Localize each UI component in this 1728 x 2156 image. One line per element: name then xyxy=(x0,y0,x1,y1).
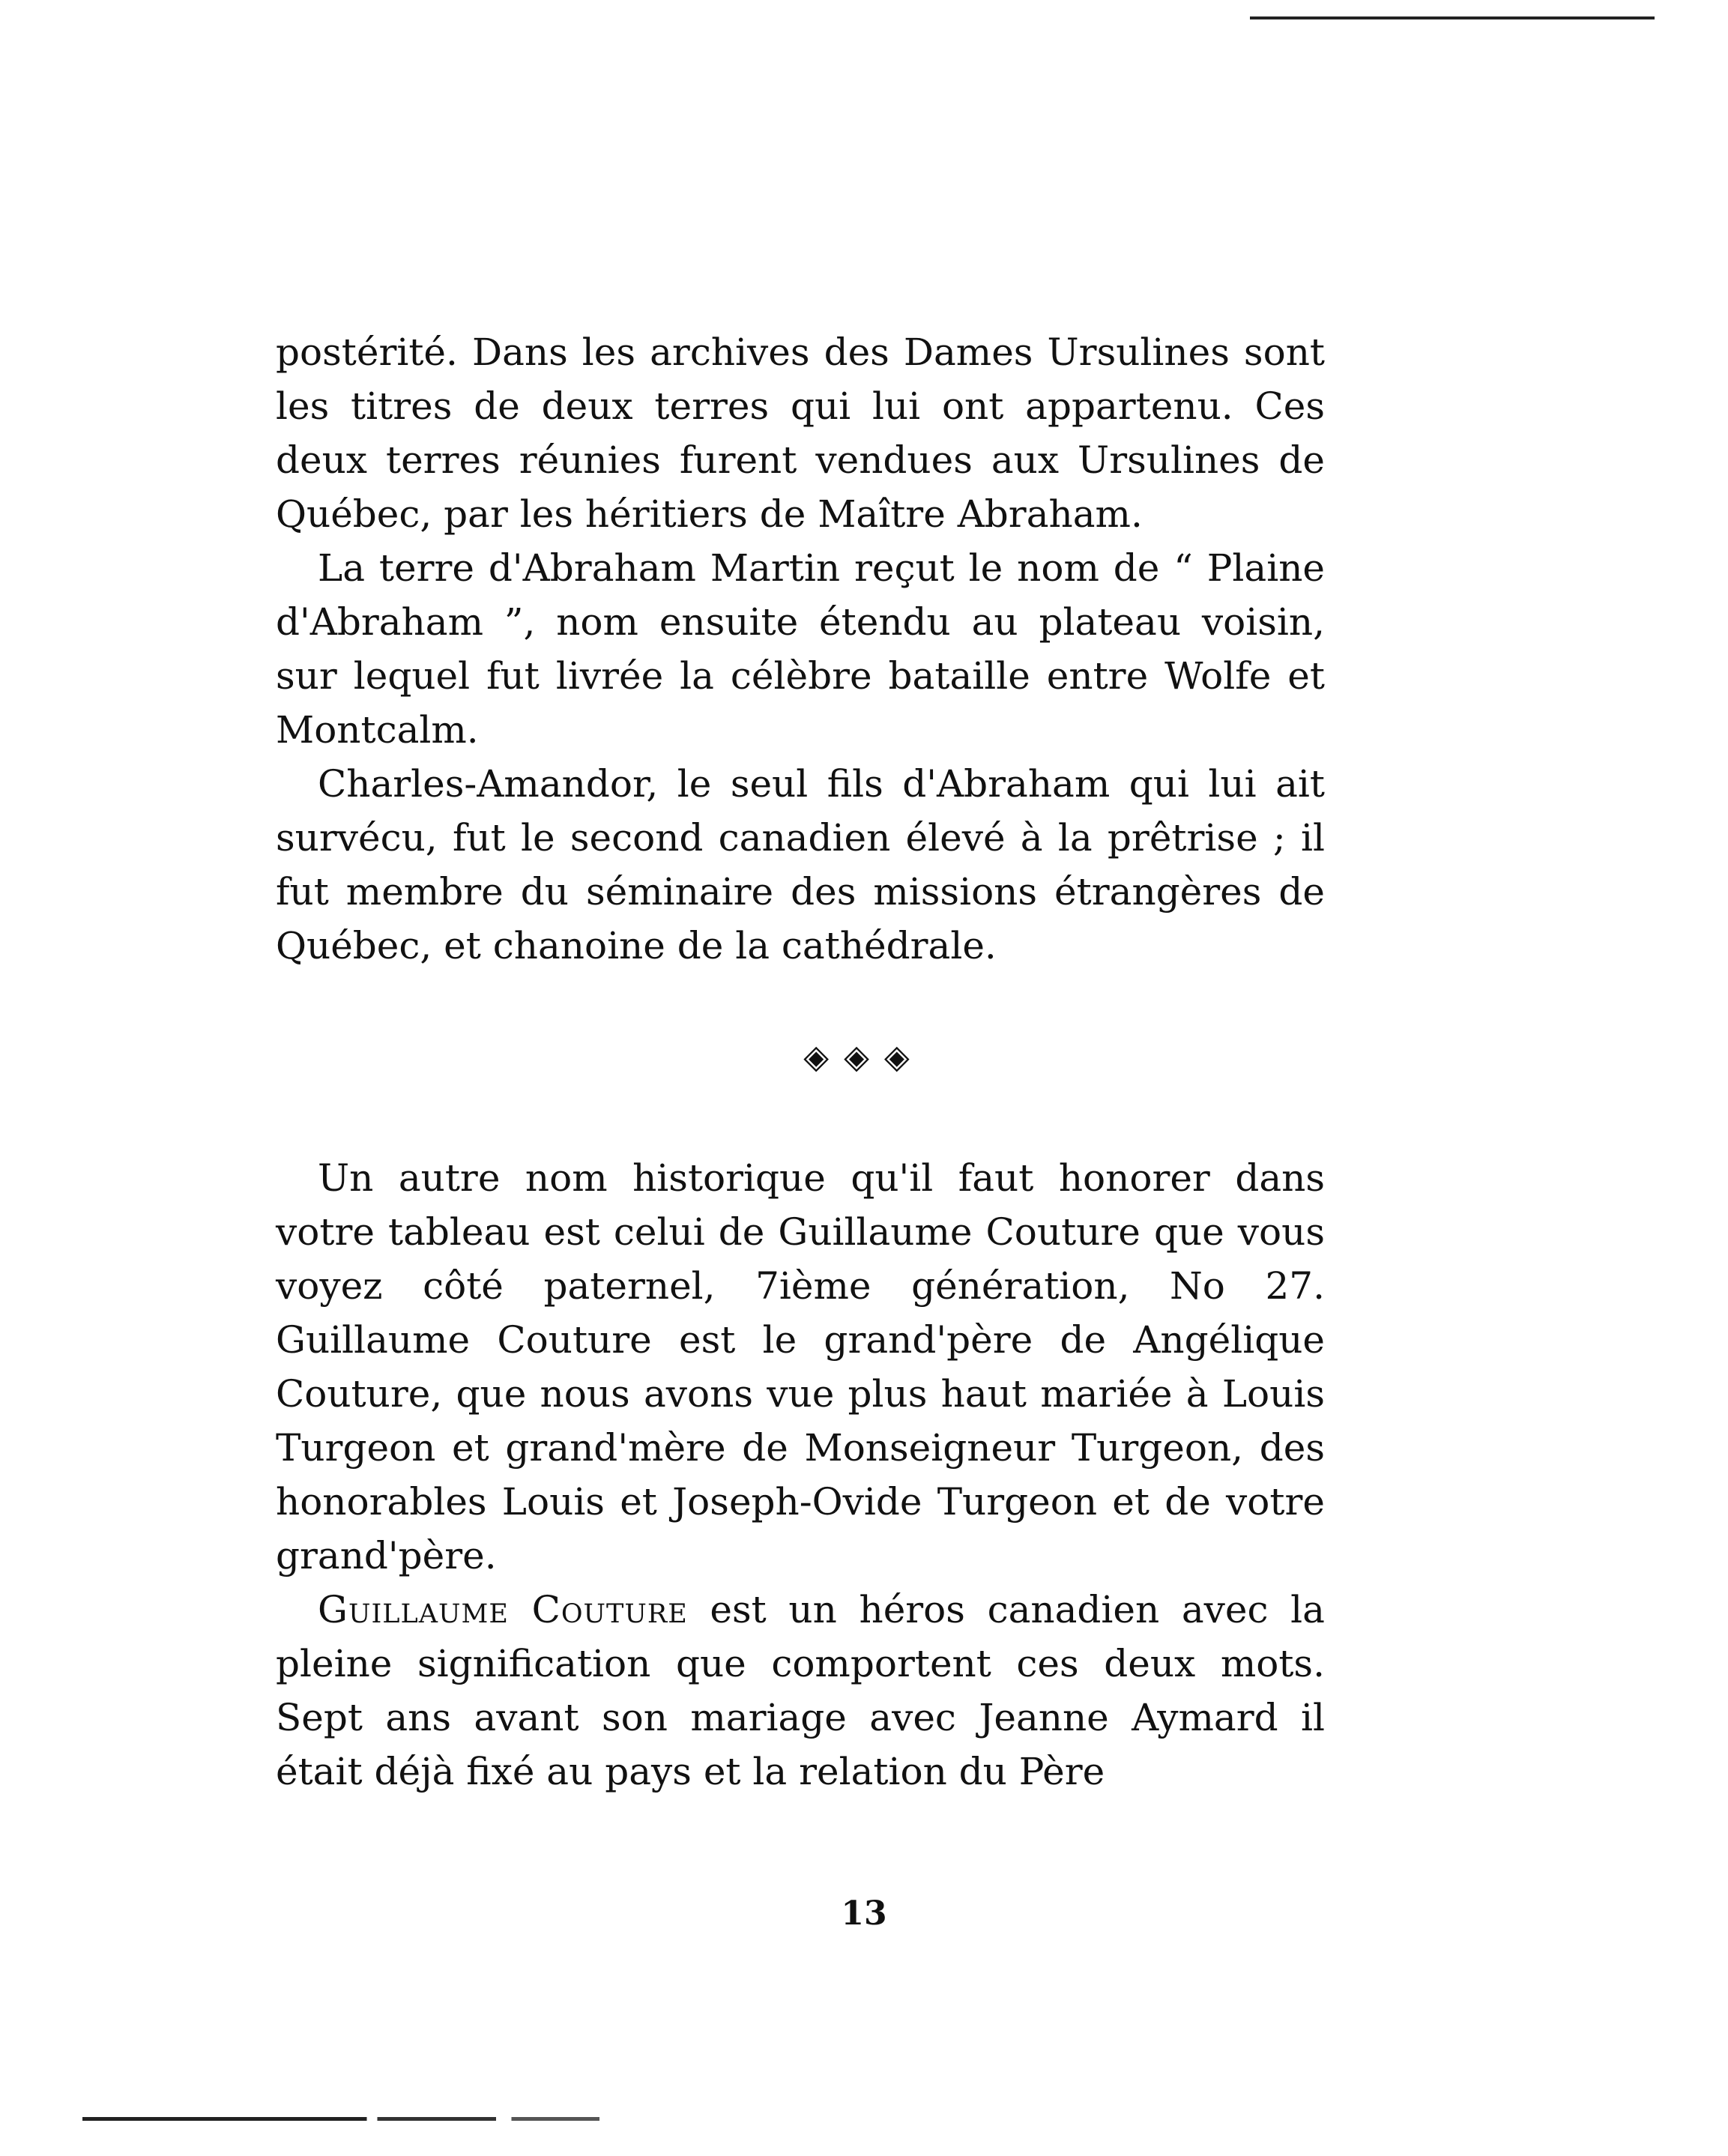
diamond-ornament-icon: ◈ xyxy=(844,1038,884,1076)
text-block-upper xyxy=(276,325,1325,973)
paragraph-posterite: postérité. Dans les archives des Dames Ursulines sont les titres de deux terres qui lui ont appartenu. Ces deux terres réunies furent vendues aux Ursulines de Québec, par les héritiers de Maître Abraham. xyxy=(276,330,1325,536)
text-block-lower xyxy=(276,1151,1325,1799)
paragraph-charles-amandor: Charles-Amandor, le seul fils d'Abraham qui lui ait survécu, fut le second canadien élevé à la prêtrise ; il fut membre du séminaire des missions étrangères de Québec, et chanoine de la cathédrale. xyxy=(276,762,1325,967)
paragraph-guillaume-couture: Un autre nom historique qu'il faut honorer dans votre tableau est celui de Guillaume Couture que vous voyez côté paternel, 7ième génération, No 27. Guillaume Couture est le grand'père de Angélique Couture, que nous avons vue plus haut mariée à Louis Turgeon et grand'mère de Monseigneur Turgeon, des honorables Louis et Joseph-Ovide Turgeon et de votre grand'père. xyxy=(276,1156,1325,1577)
name-smallcaps: Guillaume Couture xyxy=(318,1588,688,1631)
section-ornament xyxy=(0,1038,1728,1076)
paragraph-heros-text: est un héros canadien avec la pleine signification que comportent ces deux mots. Sept ans avant son mariage avec Jeanne Aymard il était déjà fixé au pays et la relation du Père xyxy=(276,1588,1325,1793)
bottom-rule xyxy=(82,2117,599,2121)
top-rule xyxy=(1250,16,1655,19)
diamond-ornament-icon: ◈ xyxy=(803,1038,845,1076)
diamond-ornament-icon: ◈ xyxy=(883,1038,925,1076)
page-number: 13 xyxy=(841,1894,887,1933)
paragraph-heros-canadien xyxy=(276,1583,1325,1799)
paragraph-plaine-abraham: La terre d'Abraham Martin reçut le nom de “ Plaine d'Abraham ”, nom ensuite étendu au plateau voisin, sur lequel fut livrée la célèbre bataille entre Wolfe et Montcalm. xyxy=(276,546,1325,752)
